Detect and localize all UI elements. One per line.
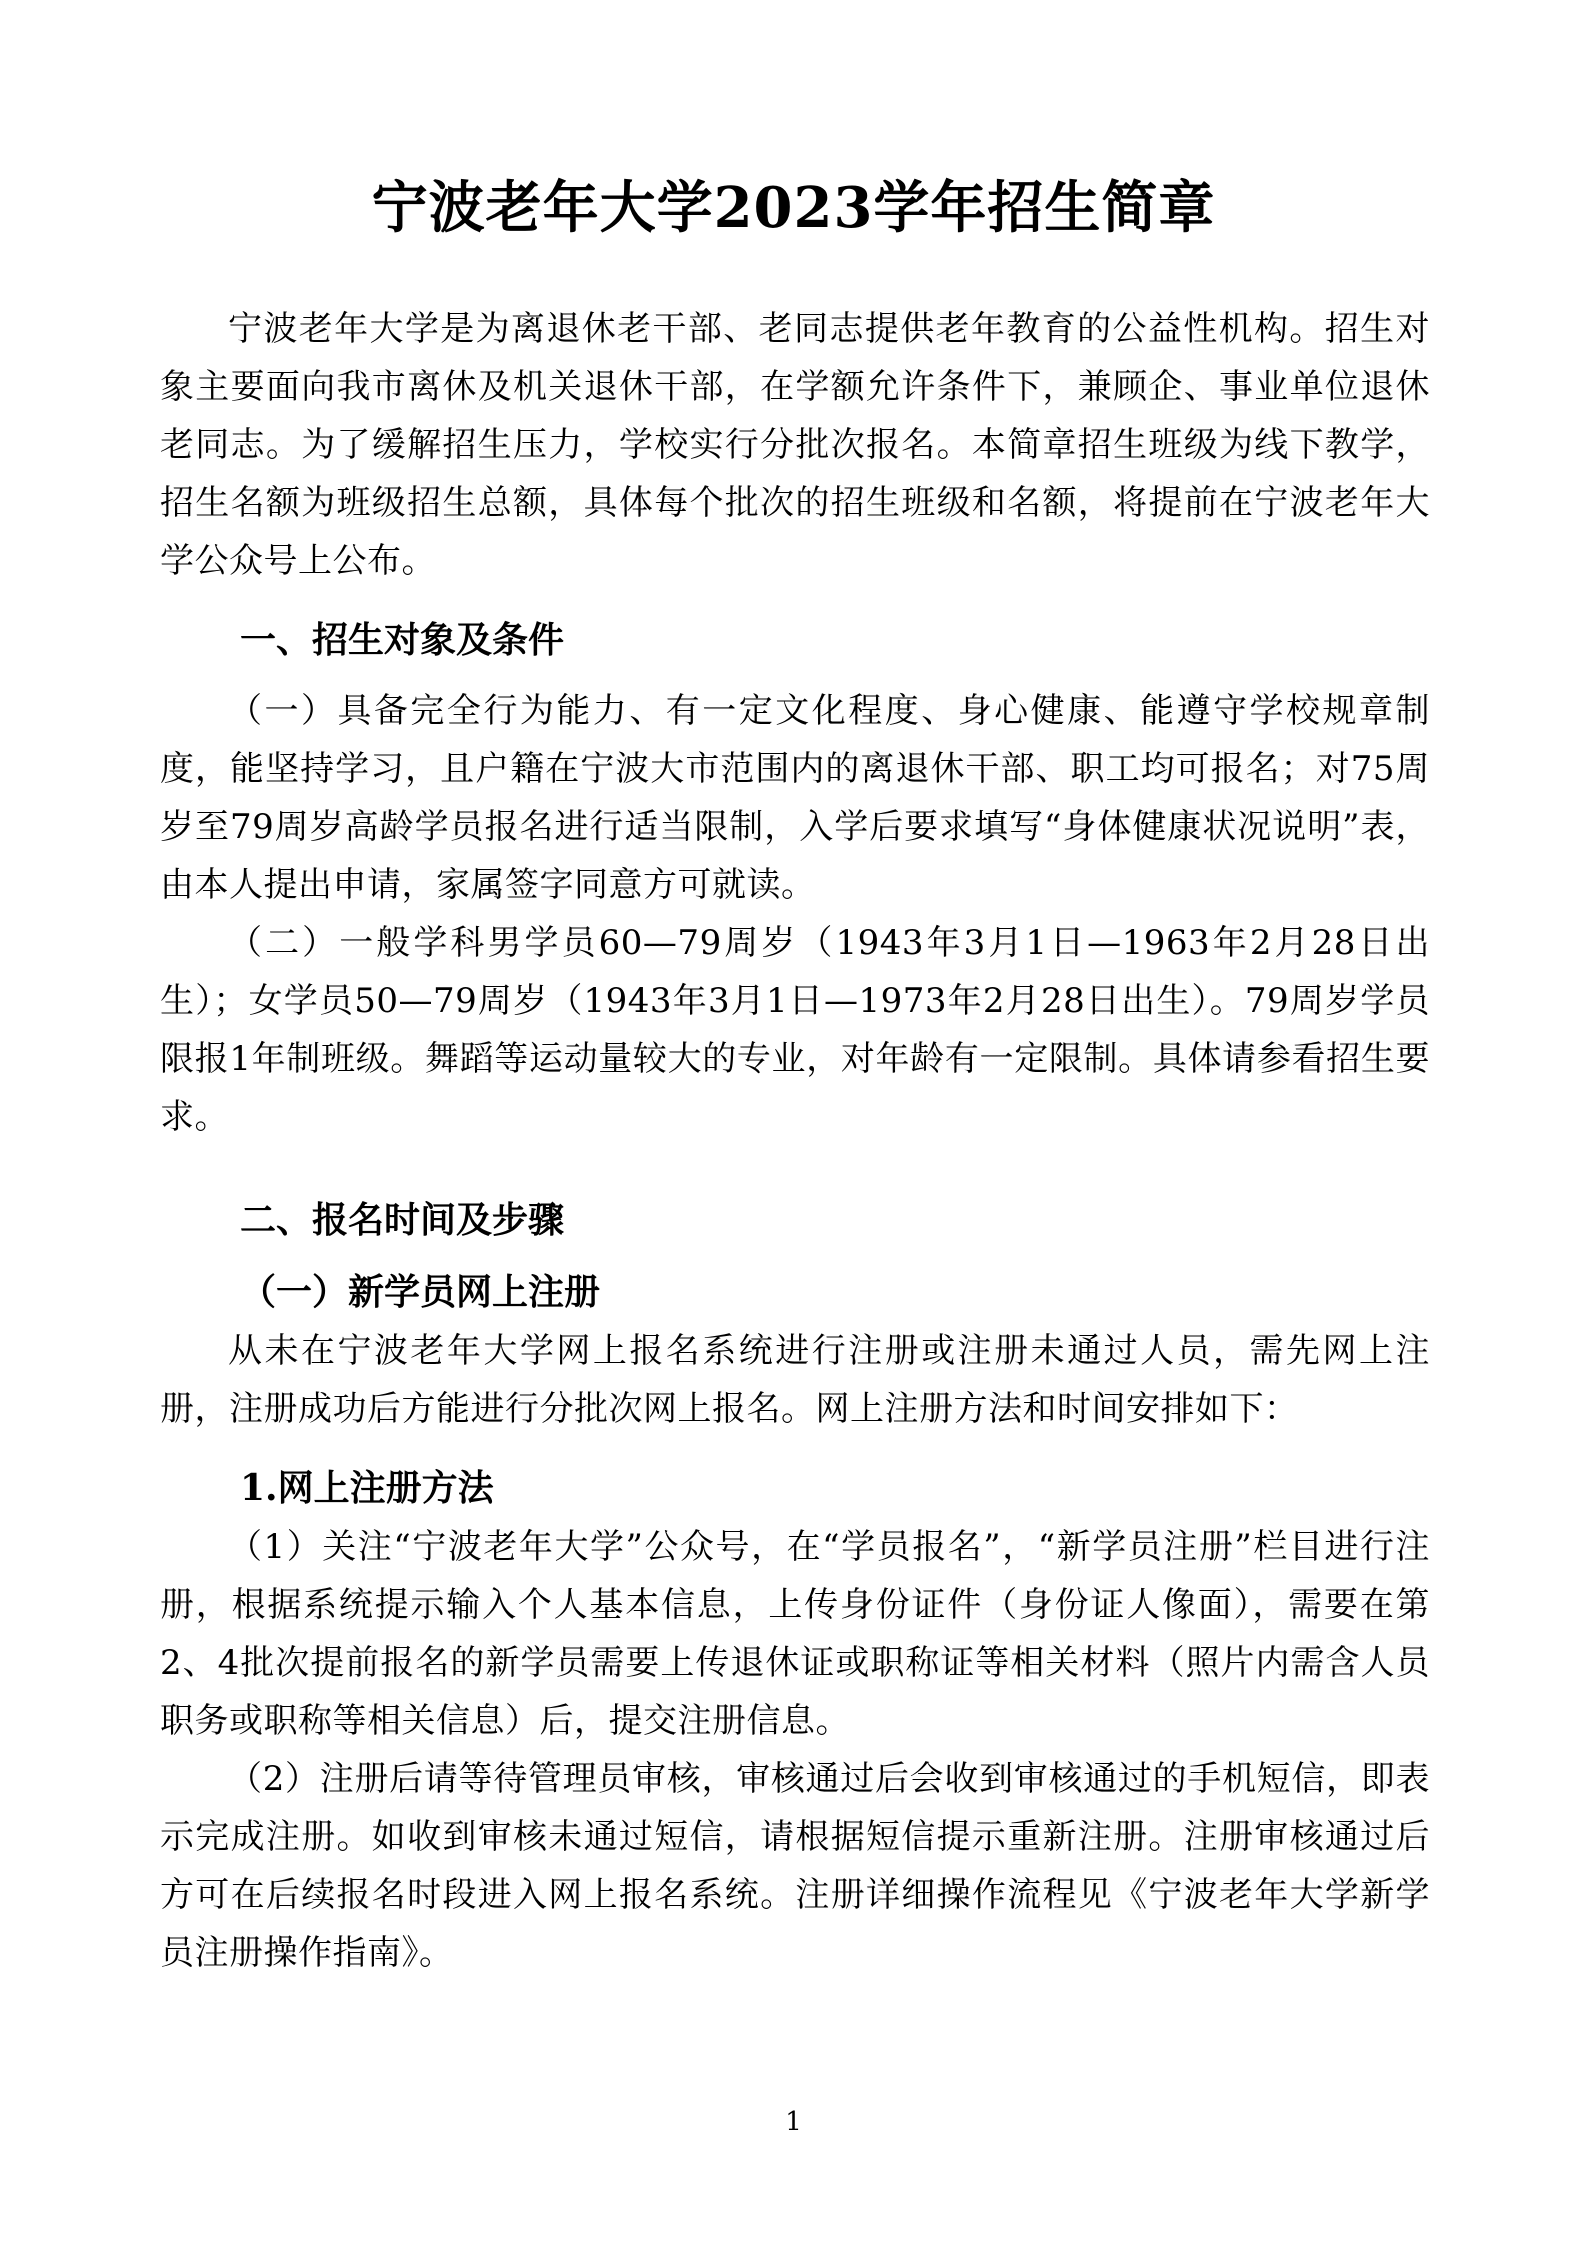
section1-item2: （二）一般学科男学员60—79周岁（1943年3月1日—1963年2月28日出生）；女学员50—79周岁（1943年3月1日—1973年2月28日出生）。79周岁学员限报1年制班级。舞蹈等运动量较大的专业，对年龄有一定限制。具体请参看招生要求。 xyxy=(160,923,1430,1137)
section2-sub1-heading: （一）新学员网上注册 xyxy=(240,1271,601,1313)
section2-sub1-text: 从未在宁波老年大学网上报名系统进行注册或注册未通过人员，需先网上注册，注册成功后方能进行分批次网上报名。网上注册方法和时间安排如下： xyxy=(160,1331,1430,1429)
method-heading: 1.网上注册方法 xyxy=(240,1467,494,1509)
section1-heading: 一、招生对象及条件 xyxy=(240,619,565,661)
page-number: 1 xyxy=(785,2107,802,2137)
document-title: 宁波老年大学2023学年招生简章 xyxy=(371,175,1216,241)
intro-paragraph: 宁波老年大学是为离退休老干部、老同志提供老年教育的公益性机构。招生对象主要面向我市离休及机关退休干部，在学额允许条件下，兼顾企、事业单位退休老同志。为了缓解招生压力，学校实行分批次报名。本简章招生班级为线下教学，招生名额为班级招生总额，具体每个批次的招生班级和名额，将提前在宁波老年大学公众号上公布。 xyxy=(160,309,1430,581)
document-body xyxy=(160,300,1430,1982)
section2-heading: 二、报名时间及步骤 xyxy=(240,1199,565,1241)
method-step1: （1）关注“宁波老年大学”公众号，在“学员报名”，“新学员注册”栏目进行注册，根据系统提示输入个人基本信息，上传身份证件（身份证人像面），需要在第2、4批次提前报名的新学员需要上传退休证或职称证等相关材料（照片内需含人员职务或职称等相关信息）后，提交注册信息。 xyxy=(160,1527,1430,1741)
method-step2: （2）注册后请等待管理员审核，审核通过后会收到审核通过的手机短信，即表示完成注册。如收到审核未通过短信，请根据短信提示重新注册。注册审核通过后方可在后续报名时段进入网上报名系统。注册详细操作流程见《宁波老年大学新学员注册操作指南》。 xyxy=(160,1759,1430,1973)
section1-item1: （一）具备完全行为能力、有一定文化程度、身心健康、能遵守学校规章制度，能坚持学习，且户籍在宁波大市范围内的离退休干部、职工均可报名；对75周岁至79周岁高龄学员报名进行适当限制，入学后要求填写“身体健康状况说明”表，由本人提出申请，家属签字同意方可就读。 xyxy=(160,691,1430,905)
